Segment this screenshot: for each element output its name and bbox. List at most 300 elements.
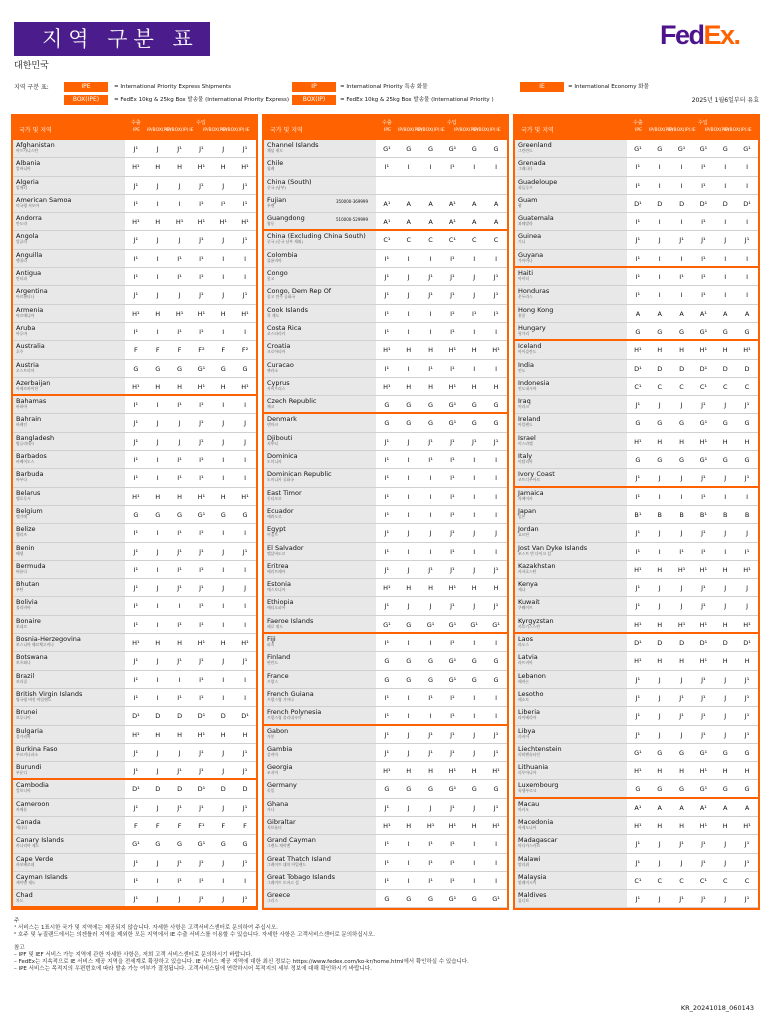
zone-cell: J¹ (242, 145, 248, 153)
fedex-logo: FedEx. (660, 20, 740, 50)
zone-cell: H (177, 492, 183, 501)
zone-cell: G (471, 401, 477, 410)
country-cell (264, 451, 376, 468)
country-cell (264, 561, 376, 578)
zone-cell: G (384, 895, 390, 904)
zone-values (627, 835, 758, 852)
country-cell (264, 488, 376, 505)
zone-cell: J¹ (242, 181, 248, 190)
zone-cell: I (156, 529, 159, 538)
zone-cell: J (429, 602, 432, 611)
table-row (264, 689, 507, 707)
zone-cell: A (744, 309, 750, 318)
country-name-en: Georgia (267, 763, 293, 772)
note-line: ¹ 서비스는 1표시한 국가 및 지역에는 제공되지 않습니다. 자세한 사항은 고객서비스센터로 문의하여 주십시오. (14, 925, 278, 931)
zone-cell: J (658, 693, 661, 702)
zone-cell: J (724, 584, 727, 593)
zone-cell: F² (241, 346, 249, 355)
zone-cell: I (244, 474, 247, 483)
zone-cell: J¹ (199, 767, 204, 776)
zone-cell: G¹ (448, 145, 457, 153)
country-cell (13, 451, 125, 468)
zone-cell: I (156, 565, 159, 574)
table-row (515, 140, 758, 158)
zone-cell: J¹ (199, 858, 204, 867)
zone-cell: A¹ (634, 803, 642, 812)
zone-values (125, 268, 256, 285)
zone-values (627, 231, 758, 248)
zone-cell: J¹ (133, 547, 139, 556)
country-name-en: French Polynesia (267, 708, 322, 717)
zone-cell: J (178, 291, 181, 300)
zone-cell: J (724, 895, 727, 904)
country-name-ko: 헝가리 (518, 330, 530, 336)
zone-cell: I (680, 163, 683, 172)
zone-cell: J¹ (177, 858, 182, 867)
zone-cell: I (473, 254, 476, 263)
zone-cell: I¹ (450, 840, 455, 849)
zone-values (627, 286, 758, 303)
zone-values (627, 268, 758, 285)
country-cell (264, 762, 376, 779)
zone-cell: H (722, 821, 728, 830)
zone-cell: I (407, 547, 410, 556)
zone-cell: I¹ (177, 456, 182, 465)
country-name-ko: 앵귈라 (16, 257, 28, 263)
country-cell (13, 213, 125, 230)
table-row (264, 854, 507, 872)
table-row (13, 140, 256, 158)
zone-cell: A (657, 803, 662, 812)
country-name-ko: 코스타리카 (267, 330, 286, 336)
country-name-en: Iceland (518, 342, 542, 351)
country-name-en: Cameroon (16, 799, 50, 808)
table-row (13, 451, 256, 469)
zone-cell: J¹ (701, 840, 706, 849)
country-name-en: Cyprus (267, 378, 290, 387)
table-row (515, 231, 758, 249)
country-cell (515, 726, 627, 743)
country-cell (515, 213, 627, 230)
zone-cell: H (657, 346, 663, 355)
zone-values (125, 780, 256, 797)
zone-values (376, 579, 507, 596)
zone-cell: J (658, 236, 661, 245)
zone-values (125, 488, 256, 505)
zone-cell: J (156, 895, 159, 904)
table-row (13, 854, 256, 872)
zone-cell: J (473, 730, 476, 739)
zone-cell: I (658, 291, 661, 300)
zone-cell: G¹ (699, 785, 708, 794)
legend-desc-box-ip: = FedEx 10kg & 25kg Box 발송물 (International Priority ) (340, 97, 494, 103)
zone-cell: J (658, 584, 661, 593)
zone-cell: I¹ (744, 547, 750, 556)
zone-cell: H¹ (699, 620, 708, 629)
zone-cell: H¹ (426, 821, 435, 830)
zone-cell: I¹ (450, 254, 455, 263)
zone-cell: I¹ (701, 163, 706, 172)
zone-cell: I (724, 218, 727, 227)
zone-cell: J¹ (635, 712, 641, 721)
zone-values (627, 195, 758, 212)
zone-cell: H¹ (492, 767, 500, 776)
zone-cell: B¹ (634, 510, 642, 519)
zone-values (376, 872, 507, 889)
country-name-ko: 라이베리아 (518, 715, 537, 721)
country-cell (13, 543, 125, 560)
country-name-ko: 브루나이 (16, 715, 31, 721)
zone-values (376, 140, 507, 157)
country-name-en: Albania (16, 159, 41, 168)
zone-cell: A (723, 309, 728, 318)
zone-values (627, 707, 758, 724)
country-name-ko: 에티오피아 (267, 605, 286, 611)
country-name-en: Malawi (518, 854, 541, 863)
country-name-en: Benin (16, 543, 35, 552)
zone-cell: J¹ (450, 602, 455, 611)
zone-cell: J (680, 858, 683, 867)
table-row (13, 488, 256, 506)
country-name-en: Laos (518, 635, 533, 644)
country-name-en: Cook Islands (267, 305, 309, 314)
zone-cell: I¹ (450, 858, 455, 867)
legend-desc-ip: = International Priority 특송 화물 (340, 84, 428, 90)
zone-cell: G (493, 401, 499, 410)
zone-cell: J¹ (450, 748, 455, 757)
zone-values (376, 396, 507, 412)
table-row (264, 378, 507, 396)
zone-cell: J (473, 602, 476, 611)
zone-cell: I (495, 474, 498, 483)
zone-values (376, 634, 507, 651)
zone-cell: G (679, 327, 685, 336)
table-row (264, 524, 507, 542)
zone-cell: D¹ (634, 364, 642, 373)
table-row (13, 616, 256, 634)
zone-cell: J (473, 529, 476, 538)
zone-cell: J¹ (133, 181, 139, 190)
zone-cell: H (155, 730, 161, 739)
table-row (515, 341, 758, 359)
zone-cell: I¹ (450, 547, 455, 556)
country-cell (264, 378, 376, 395)
zone-cell: I (244, 327, 247, 336)
zone-cell: J (495, 529, 498, 538)
country-name-en: Maldives (518, 891, 547, 900)
zone-cell: J¹ (384, 730, 390, 739)
zone-cell: A (635, 309, 641, 318)
zone-cell: J (473, 291, 476, 300)
country-cell (515, 414, 627, 431)
country-name-ko: 부탄 (16, 587, 24, 593)
zone-cell: I¹ (133, 565, 139, 574)
zone-values (125, 890, 256, 906)
zone-cell: G (406, 675, 412, 684)
zone-cell: G¹ (470, 620, 479, 629)
zone-cell: I (724, 181, 727, 190)
country-name-en: Finland (267, 653, 291, 662)
zone-cell: J¹ (242, 657, 248, 666)
zone-cell: G¹ (634, 748, 642, 757)
zone-cell: G (384, 419, 390, 428)
table-row (13, 341, 256, 359)
zone-cell: I¹ (177, 876, 182, 885)
country-cell (515, 579, 627, 596)
country-name-en: Kuwait (518, 598, 540, 607)
zone-cell: I¹ (384, 712, 390, 721)
zone-cell: H¹ (241, 218, 249, 227)
zone-values (627, 890, 758, 907)
country-name-en: Grand Cayman (267, 836, 316, 845)
country-name-en: China (South) (267, 177, 312, 186)
zone-cell: H¹ (743, 620, 751, 629)
zone-cell: J (178, 419, 181, 428)
country-name-ko: 방글라데시 (16, 440, 35, 446)
zone-cell: J¹ (450, 437, 455, 446)
zone-values (627, 506, 758, 523)
zone-cell: G¹ (677, 145, 686, 153)
zone-cell: H¹ (492, 346, 500, 355)
zone-cell: J¹ (199, 145, 204, 153)
country-name-ko: 벨기에 (16, 513, 28, 519)
country-cell (264, 433, 376, 450)
table-row (264, 744, 507, 762)
table-row (264, 652, 507, 670)
zone-cell: J¹ (133, 748, 139, 757)
zone-cell: J¹ (701, 858, 706, 867)
country-name-ko: 보츠와나 (16, 660, 31, 666)
zone-cell: H¹ (699, 346, 708, 355)
table-row (13, 689, 256, 707)
zone-cell: J¹ (635, 730, 641, 739)
zone-cell: I (495, 840, 498, 849)
zone-cell: I¹ (384, 474, 390, 483)
country-name-en: Fiji (267, 635, 276, 644)
country-cell (13, 671, 125, 688)
zone-cell: G (177, 510, 183, 519)
zone-cell: J¹ (493, 803, 499, 812)
zone-cell: H¹ (634, 620, 642, 629)
zone-values (627, 744, 758, 761)
zone-cell: J (222, 419, 225, 428)
zone-cell: J (724, 693, 727, 702)
zone-cell: J¹ (384, 291, 390, 300)
zone-cell: G (471, 419, 477, 428)
zone-cell: J (429, 529, 432, 538)
zone-cell: I (473, 840, 476, 849)
country-name-ko: 아이슬란드 (518, 349, 537, 355)
table-row (515, 817, 758, 835)
zone-cell: H (242, 730, 248, 739)
zone-cell: G (744, 748, 750, 757)
country-cell (264, 213, 376, 229)
country-name-en: Kazakhstan (518, 561, 556, 570)
zone-cell: H¹ (197, 492, 206, 501)
zone-cell: H¹ (699, 437, 708, 446)
zone-cell: I¹ (133, 620, 139, 629)
zone-cell: J¹ (384, 565, 390, 574)
zone-cell: G (406, 401, 412, 410)
zone-cell: G (428, 657, 434, 666)
country-name-en: Austria (16, 360, 39, 369)
zone-values (627, 305, 758, 322)
country-name-ko: 보네르 (16, 623, 28, 629)
zone-cell: J (156, 181, 159, 190)
zone-values (125, 414, 256, 431)
table-row (515, 323, 758, 341)
zone-cell: H (406, 767, 412, 776)
zone-values (125, 140, 256, 157)
country-name-ko: 라오스 (518, 642, 530, 648)
country-cell (515, 268, 627, 285)
table-row (515, 414, 758, 432)
country-name-en: Angola (16, 232, 39, 241)
country-cell (515, 652, 627, 669)
zone-cell: I¹ (450, 876, 455, 885)
country-name-ko: 동티모르 (267, 495, 282, 501)
zone-cell: H (679, 767, 685, 776)
table-row (515, 890, 758, 908)
country-name-en: Latvia (518, 653, 538, 662)
country-name-en: Djibouti (267, 433, 293, 442)
country-name-ko: 쿠웨이트 (518, 605, 533, 611)
zone-cell: I (429, 510, 432, 519)
zone-cell: I¹ (450, 712, 455, 721)
zone-values (627, 524, 758, 541)
country-name-en: Ecuador (267, 506, 294, 515)
zone-cell: H (177, 163, 183, 172)
zone-cell: J (680, 602, 683, 611)
zone-cell: I¹ (177, 693, 182, 702)
zone-cell: J (407, 529, 410, 538)
zone-cell: C (493, 236, 499, 245)
country-name-en: Great Thatch Island (267, 854, 331, 863)
zone-cell: I¹ (635, 218, 641, 227)
zone-cell: C (406, 236, 412, 245)
zone-cell: I¹ (133, 876, 139, 885)
zone-cell: G¹ (699, 145, 708, 153)
country-name-en: Bonaire (16, 616, 41, 625)
zone-cell: I¹ (177, 474, 182, 483)
zone-cell: J (222, 895, 225, 904)
zone-values (627, 726, 758, 743)
table-row (515, 652, 758, 670)
legend-desc-ipe: = International Priority Express Shipments (114, 84, 232, 90)
zone-cell: I (746, 492, 749, 501)
table-row (13, 872, 256, 890)
zone-cell: J (658, 895, 661, 904)
zone-cell: G (406, 419, 412, 428)
zone-values (125, 762, 256, 778)
country-name-ko: 체코 (267, 404, 275, 410)
zone-cell: I (244, 456, 247, 465)
zone-cell: J (222, 767, 225, 776)
country-name-en: El Salvador (267, 543, 304, 552)
country-name-en: Brazil (16, 671, 35, 680)
zone-cell: I¹ (450, 474, 455, 483)
country-name-en: Italy (518, 452, 533, 461)
table-row (13, 469, 256, 487)
zone-cell: J¹ (493, 748, 499, 757)
zone-cell: J (746, 584, 749, 593)
table-header: 국가 및 지역 수출 수입 IPE IP/BOX(PE) IP/BOX(IP) IE IP/BOX(PE) IP/BOX(IP) IE (13, 116, 256, 140)
zone-cell: J¹ (635, 236, 641, 245)
country-name-ko: 레소토 (518, 696, 530, 702)
country-cell (515, 616, 627, 632)
zone-cell: H¹ (197, 639, 206, 648)
zone-cell: H¹ (448, 382, 457, 391)
zone-cell: I (407, 474, 410, 483)
zone-cell: H (493, 584, 499, 593)
zone-cell: I¹ (177, 620, 182, 629)
zone-cell: G (428, 675, 434, 684)
table-row (515, 433, 758, 451)
zone-cell: J¹ (635, 529, 641, 538)
zone-cell: J (724, 529, 727, 538)
country-cell (13, 378, 125, 394)
table-row (13, 396, 256, 414)
zone-cell: J (178, 895, 181, 904)
zone-cell: I (746, 181, 749, 190)
country-name-ko: 리히텐슈타인 (518, 751, 541, 757)
table-row (13, 524, 256, 542)
zone-cell: I (473, 364, 476, 373)
table-row (264, 451, 507, 469)
zone-cell: I (222, 602, 225, 611)
country-name-en: Azerbaijan (16, 378, 51, 387)
zone-cell: J¹ (242, 236, 248, 245)
zone-cell: G¹ (699, 419, 708, 428)
zone-cell: H (679, 437, 685, 446)
zone-cell: J (407, 748, 410, 757)
zone-cell: I (473, 492, 476, 501)
zone-cell: I (156, 199, 159, 208)
country-name-ko: 카메룬 (16, 806, 28, 812)
country-name-en: Bangladesh (16, 433, 55, 442)
country-name-ko: 오스트리아 (16, 367, 35, 373)
country-name-en: British Virgin Islands (16, 689, 83, 698)
country-cell (13, 799, 125, 816)
zone-cell: H¹ (448, 821, 457, 830)
country-cell (13, 561, 125, 578)
zone-cell: I¹ (635, 254, 641, 263)
zone-values (125, 835, 256, 852)
zone-cell: H (657, 657, 663, 666)
zone-cell: G (242, 510, 248, 519)
table-row (13, 433, 256, 451)
zone-cell: J (429, 803, 432, 812)
zone-cell: I (724, 547, 727, 556)
zone-cell: J¹ (744, 675, 750, 684)
zone-table-column-2 (262, 114, 509, 910)
zone-cell: H (471, 584, 477, 593)
zone-cell: I (473, 456, 476, 465)
zone-values (376, 360, 507, 377)
zone-values (627, 616, 758, 632)
zone-cell: I¹ (679, 547, 684, 556)
zone-cell (441, 177, 463, 194)
country-name-ko: 리비아 (518, 733, 530, 739)
zone-cell: I (222, 693, 225, 702)
table-row (515, 305, 758, 323)
zone-cell: G (657, 327, 663, 336)
country-cell (264, 854, 376, 871)
zone-cell: I (407, 712, 410, 721)
country-name-ko: 리투아니아 (518, 770, 537, 776)
table-row (13, 177, 256, 195)
zone-cell: H (657, 767, 663, 776)
